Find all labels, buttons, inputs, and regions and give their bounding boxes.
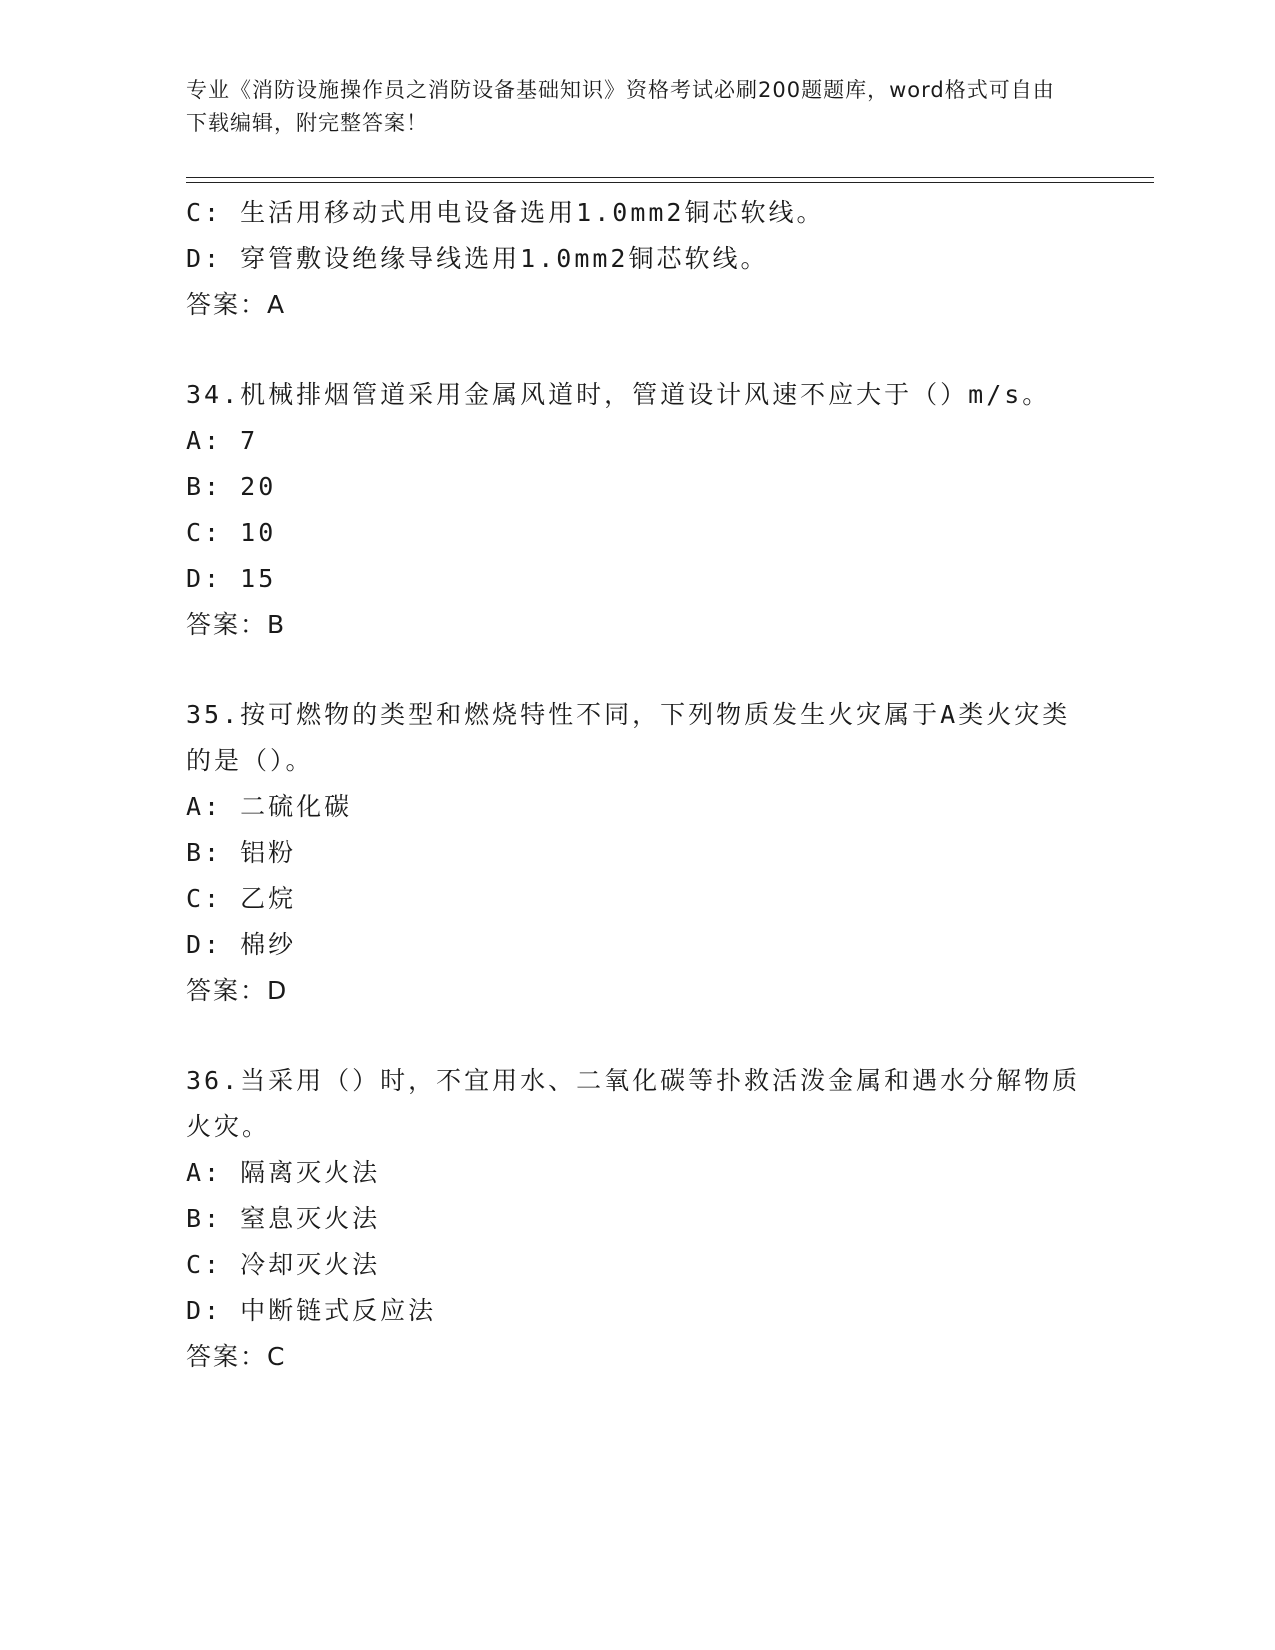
option-d <box>186 1288 1086 1334</box>
option-text: 20 <box>240 472 277 501</box>
option-letter: B: <box>186 1204 223 1233</box>
option-text: 隔离灭火法 <box>240 1158 381 1187</box>
option-text: 乙烷 <box>240 884 297 913</box>
option-letter: D: <box>186 564 223 593</box>
header-divider-top <box>186 177 1154 178</box>
option-text: 窒息灭火法 <box>240 1204 381 1233</box>
option-c <box>186 510 1086 556</box>
question-stem: 36.当采用（）时，不宜用水、二氧化碳等扑救活泼金属和遇水分解物质火灾。 <box>186 1066 1081 1141</box>
option-a <box>186 784 1086 830</box>
option-letter: A: <box>186 1158 223 1187</box>
option-c <box>186 190 1086 236</box>
option-letter: C: <box>186 1250 223 1279</box>
header-divider-bottom <box>186 182 1154 183</box>
option-a <box>186 1150 1086 1196</box>
option-b <box>186 464 1086 510</box>
option-letter: C: <box>186 198 223 227</box>
option-text: 铝粉 <box>240 838 297 867</box>
option-c <box>186 876 1086 922</box>
option-text: 中断链式反应法 <box>240 1296 437 1325</box>
option-letter: B: <box>186 838 223 867</box>
option-text: 生活用移动式用电设备选用1.0mm2铜芯软线。 <box>240 198 825 227</box>
option-c <box>186 1242 1086 1288</box>
option-text: 二硫化碳 <box>240 792 353 821</box>
option-b <box>186 830 1086 876</box>
option-text: 穿管敷设绝缘导线选用1.0mm2铜芯软线。 <box>240 244 769 273</box>
option-d <box>186 236 1086 282</box>
option-b <box>186 1196 1086 1242</box>
option-a <box>186 418 1086 464</box>
option-d <box>186 556 1086 602</box>
option-text: 10 <box>240 518 277 547</box>
option-letter: C: <box>186 884 223 913</box>
document-header: 专业《消防设施操作员之消防设备基础知识》资格考试必刷200题题库，word格式可自由下载编辑，附完整答案！ <box>186 78 1055 135</box>
option-letter: D: <box>186 930 223 959</box>
option-text: 棉纱 <box>240 930 297 959</box>
answer-line: 答案：B <box>186 610 287 639</box>
option-letter: C: <box>186 518 223 547</box>
question-34 <box>186 372 1086 648</box>
option-letter: D: <box>186 1296 223 1325</box>
answer-line: 答案：A <box>186 290 287 319</box>
answer-line: 答案：C <box>186 1342 287 1371</box>
option-letter: A: <box>186 792 223 821</box>
option-letter: A: <box>186 426 223 455</box>
question-36 <box>186 1058 1086 1380</box>
question-stem: 34.机械排烟管道采用金属风道时，管道设计风速不应大于（）m/s。 <box>186 380 1051 409</box>
question-list <box>186 190 1086 1380</box>
option-text: 冷却灭火法 <box>240 1250 381 1279</box>
option-text: 7 <box>240 426 259 455</box>
answer-line: 答案：D <box>186 976 289 1005</box>
question-stem: 35.按可燃物的类型和燃烧特性不同，下列物质发生火灾属于A类火灾类的是（）。 <box>186 700 1071 775</box>
question-35 <box>186 692 1086 1014</box>
option-d <box>186 922 1086 968</box>
option-letter: D: <box>186 244 223 273</box>
option-text: 15 <box>240 564 277 593</box>
question-continued <box>186 190 1086 328</box>
option-letter: B: <box>186 472 223 501</box>
